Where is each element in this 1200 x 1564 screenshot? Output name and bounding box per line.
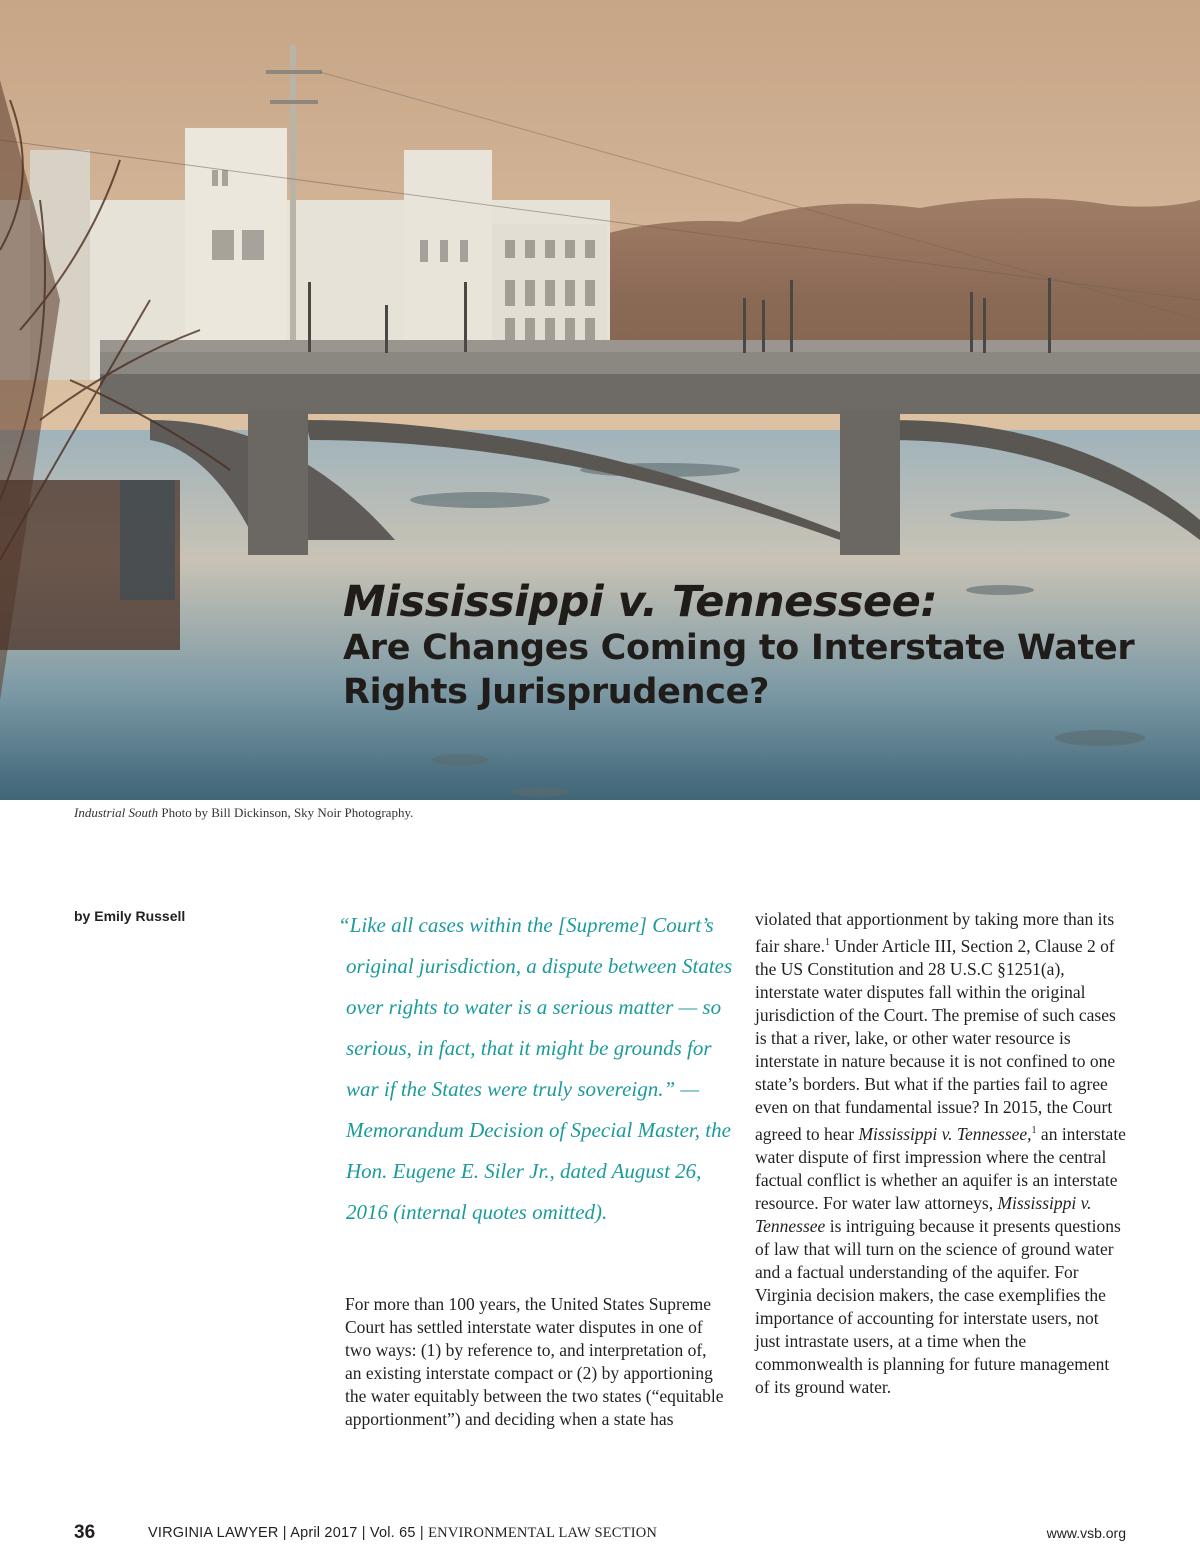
page-number: 36 <box>74 1522 96 1543</box>
article-title: Mississippi v. Tennessee: <box>343 577 938 627</box>
body-text: is intriguing because it presents questions of law that will turn on the science of ground water and a factual understanding of the aquifer. For Virginia decision makers, the case exemplifies the importance of accounting for interstate users, not just intrastate users, at a time when the commonwealth is planning for future management of its ground water. <box>755 1215 1121 1397</box>
section-name: ENVIRONMENTAL LAW SECTION <box>428 1525 658 1541</box>
body-column-1 <box>345 1293 725 1431</box>
website-link[interactable]: www.vsb.org <box>1046 1525 1126 1541</box>
body-column-2 <box>755 908 1127 1399</box>
page-footer <box>0 1522 1200 1546</box>
publication-name: VIRGINIA LAWYER | April 2017 | Vol. 65 | <box>148 1525 429 1541</box>
case-name: Mississippi v. Tennessee, <box>858 1123 1032 1144</box>
pull-quote-text: “Like all cases within the [Supreme] Court’s original jurisdiction, a dispute between States over rights to water is a serious matter — so serious, in fact, that it might be grounds for war if the States were truly sovereign.” — Memorandum Decision of Special Master, the Hon. Eugene E. Siler Jr., dated August 26, 2016 (internal quotes omitted). <box>338 913 733 1224</box>
publication-line <box>148 1525 657 1542</box>
body-text: violated that apportionment by taking more than its fair share. <box>755 909 1115 956</box>
body-paragraph <box>755 908 1127 1399</box>
body-text: Under Article III, Section 2, Clause 2 of the US Constitution and 28 U.S.C §1251(a), interstate water disputes fall within the original jurisdiction of the Court. The premise of such cases is that a river, lake, or other water resource is interstate in nature because it is not confined to one state’s borders. But what if the parties fail to agree even on that fundamental issue? In 2015, the Court agreed to hear <box>755 935 1116 1144</box>
footnote-ref[interactable]: 1 <box>1031 1124 1037 1136</box>
article-subtitle: Are Changes Coming to Interstate Water Rights Jurisprudence? <box>343 628 1135 712</box>
pull-quote <box>338 905 733 1233</box>
body-text: an interstate water dispute of first impression where the central factual conflict is whether an aquifer is an interstate resource. For water law attorneys, <box>755 1123 1126 1213</box>
photo-caption-credit: Photo by Bill Dickinson, Sky Noir Photography. <box>158 805 414 820</box>
photo-caption-title: Industrial South <box>74 805 159 820</box>
body-paragraph: For more than 100 years, the United States Supreme Court has settled interstate water disputes in one of two ways: (1) by reference to, and interpretation of, an existing interstate compact or (2) by apportioning the water equitably between the two states (“equitable apportionment”) and deciding when a state has <box>345 1294 724 1429</box>
photo-caption <box>74 805 413 821</box>
byline: by Emily Russell <box>74 908 186 924</box>
headline <box>343 578 1183 714</box>
footnote-ref[interactable]: 1 <box>824 937 830 948</box>
case-name: Mississippi v. Tennessee <box>755 1192 1092 1236</box>
